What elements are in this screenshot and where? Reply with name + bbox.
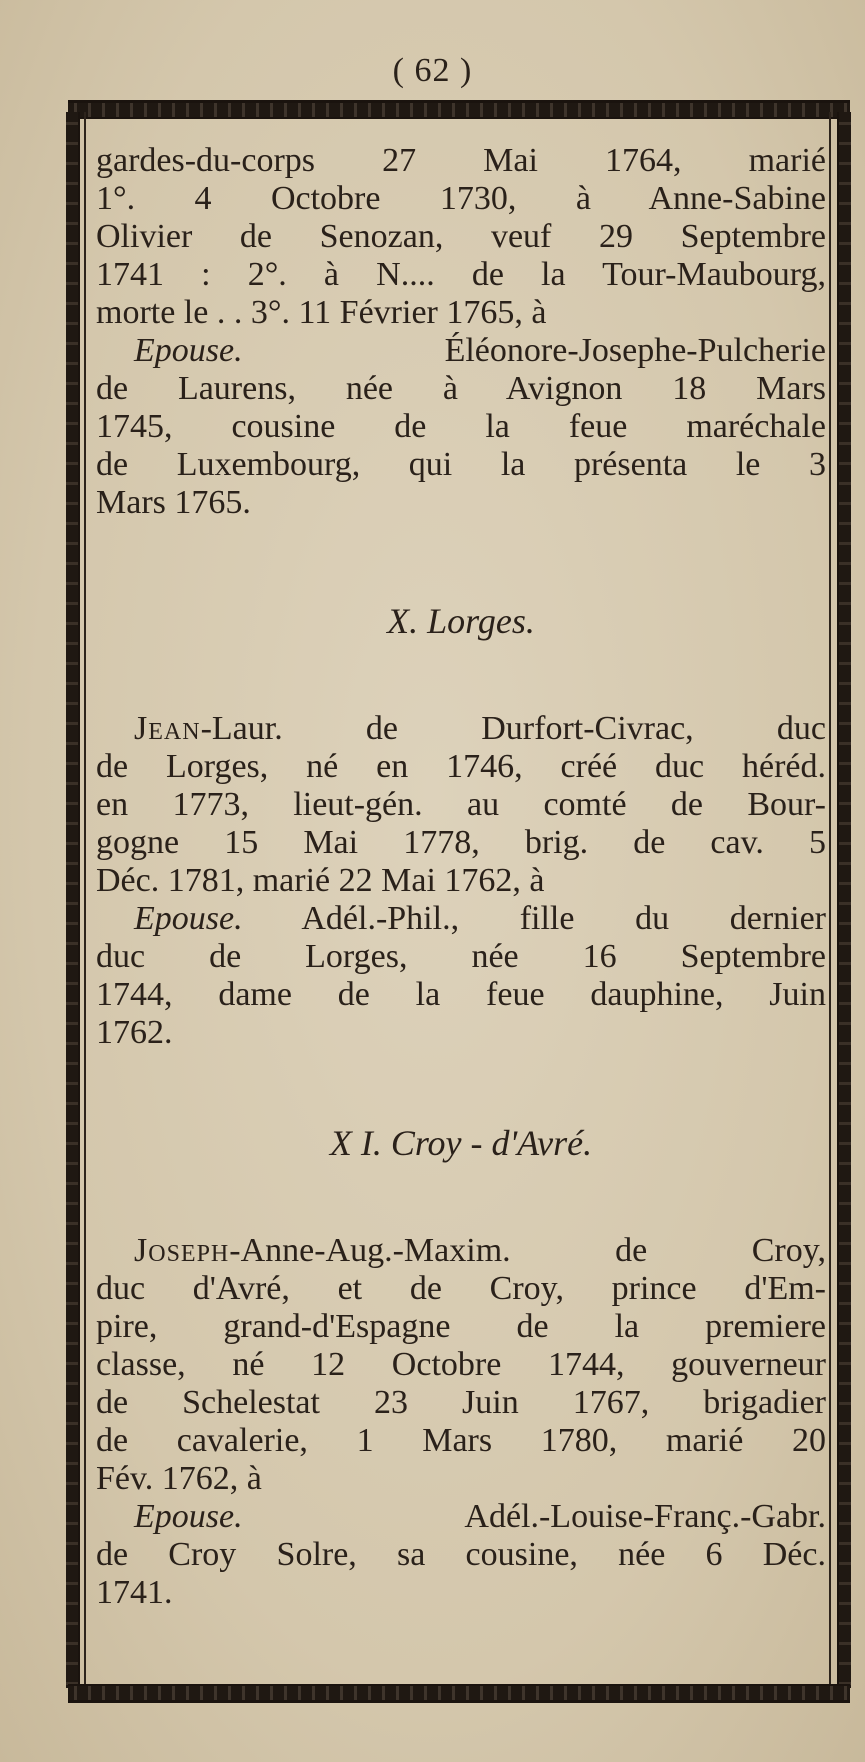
epouse-first-line [96, 1498, 826, 1536]
continuation-paragraph [96, 142, 826, 332]
text-line: de cavalerie, 1 Mars 1780, marié 20 [96, 1422, 826, 1459]
left-inner-rule [84, 112, 86, 1688]
entry-first-text: -Laur. de Durfort-Civrac, duc [200, 710, 826, 747]
epouse-first-line [96, 900, 826, 938]
text-line: de Croy Solre, sa cousine, née 6 Déc. [96, 1536, 826, 1573]
left-border-rule [66, 112, 80, 1688]
text-line: classe, né 12 Octobre 1744, gouverneur [96, 1346, 826, 1383]
epouse-label: Epouse. [134, 1498, 243, 1535]
entry-name: Joseph [134, 1232, 230, 1269]
bottom-border-rule [68, 1684, 850, 1703]
text-line: de Laurens, née à Avignon 18 Mars [96, 370, 826, 407]
entry-paragraph-lorges [96, 710, 826, 900]
text-line: pire, grand-d'Espagne de la premiere [96, 1308, 826, 1345]
entry-paragraph-croy [96, 1232, 826, 1498]
text-line: de Lorges, né en 1746, créé duc héréd. [96, 748, 826, 785]
text-line: Fév. 1762, à [96, 1460, 262, 1497]
text-line: en 1773, lieut-gén. au comté de Bour- [96, 786, 826, 823]
entry-first-line [96, 710, 826, 748]
text-line: de Luxembourg, qui la présenta le 3 [96, 446, 826, 483]
epouse-name: Adél.-Phil., fille du dernier [301, 900, 826, 937]
text-line: morte le . . 3°. 11 Février 1765, à [96, 294, 547, 331]
text-line: de Schelestat 23 Juin 1767, brigadier [96, 1384, 826, 1421]
page-number: ( 62 ) [392, 52, 473, 89]
epouse-label: Epouse. [134, 900, 243, 937]
epouse-paragraph-2 [96, 900, 826, 1052]
entry-name: Jean [134, 710, 201, 747]
text-line: gardes-du-corps 27 Mai 1764, marié [96, 142, 826, 179]
text-line: Olivier de Senozan, veuf 29 Septembre [96, 218, 826, 255]
epouse-name: Éléonore-Josephe-Pulcherie [444, 332, 826, 369]
epouse-paragraph-1 [96, 332, 826, 522]
section-heading-croy: X I. Croy - d'Avré. [329, 1123, 593, 1163]
text-line: 1762. [96, 1014, 173, 1051]
text-line: Déc. 1781, marié 22 Mai 1762, à [96, 862, 545, 899]
text-line: gogne 15 Mai 1778, brig. de cav. 5 [96, 824, 826, 861]
text-line: 1744, dame de la feue dauphine, Juin [96, 976, 826, 1013]
text-line: duc de Lorges, née 16 Septembre [96, 938, 826, 975]
text-line: Mars 1765. [96, 484, 251, 521]
right-inner-rule [829, 112, 831, 1688]
epouse-label: Epouse. [134, 332, 243, 369]
text-line: 1745, cousine de la feue maréchale [96, 408, 826, 445]
text-line: 1741. [96, 1574, 173, 1611]
epouse-paragraph-3 [96, 1498, 826, 1612]
section-heading-lorges: X. Lorges. [387, 601, 535, 641]
epouse-first-line [96, 332, 826, 370]
text-line: 1°. 4 Octobre 1730, à Anne-Sabine [96, 180, 826, 217]
top-border-rule [68, 100, 850, 119]
entry-first-line [96, 1232, 826, 1270]
text-line: duc d'Avré, et de Croy, prince d'Em- [96, 1270, 826, 1307]
right-border-rule [837, 112, 851, 1688]
entry-first-text: -Anne-Aug.-Maxim. de Croy, [229, 1232, 826, 1269]
epouse-name: Adél.-Louise-Franç.-Gabr. [464, 1498, 826, 1535]
text-line: 1741 : 2°. à N.... de la Tour-Maubourg, [96, 256, 826, 293]
